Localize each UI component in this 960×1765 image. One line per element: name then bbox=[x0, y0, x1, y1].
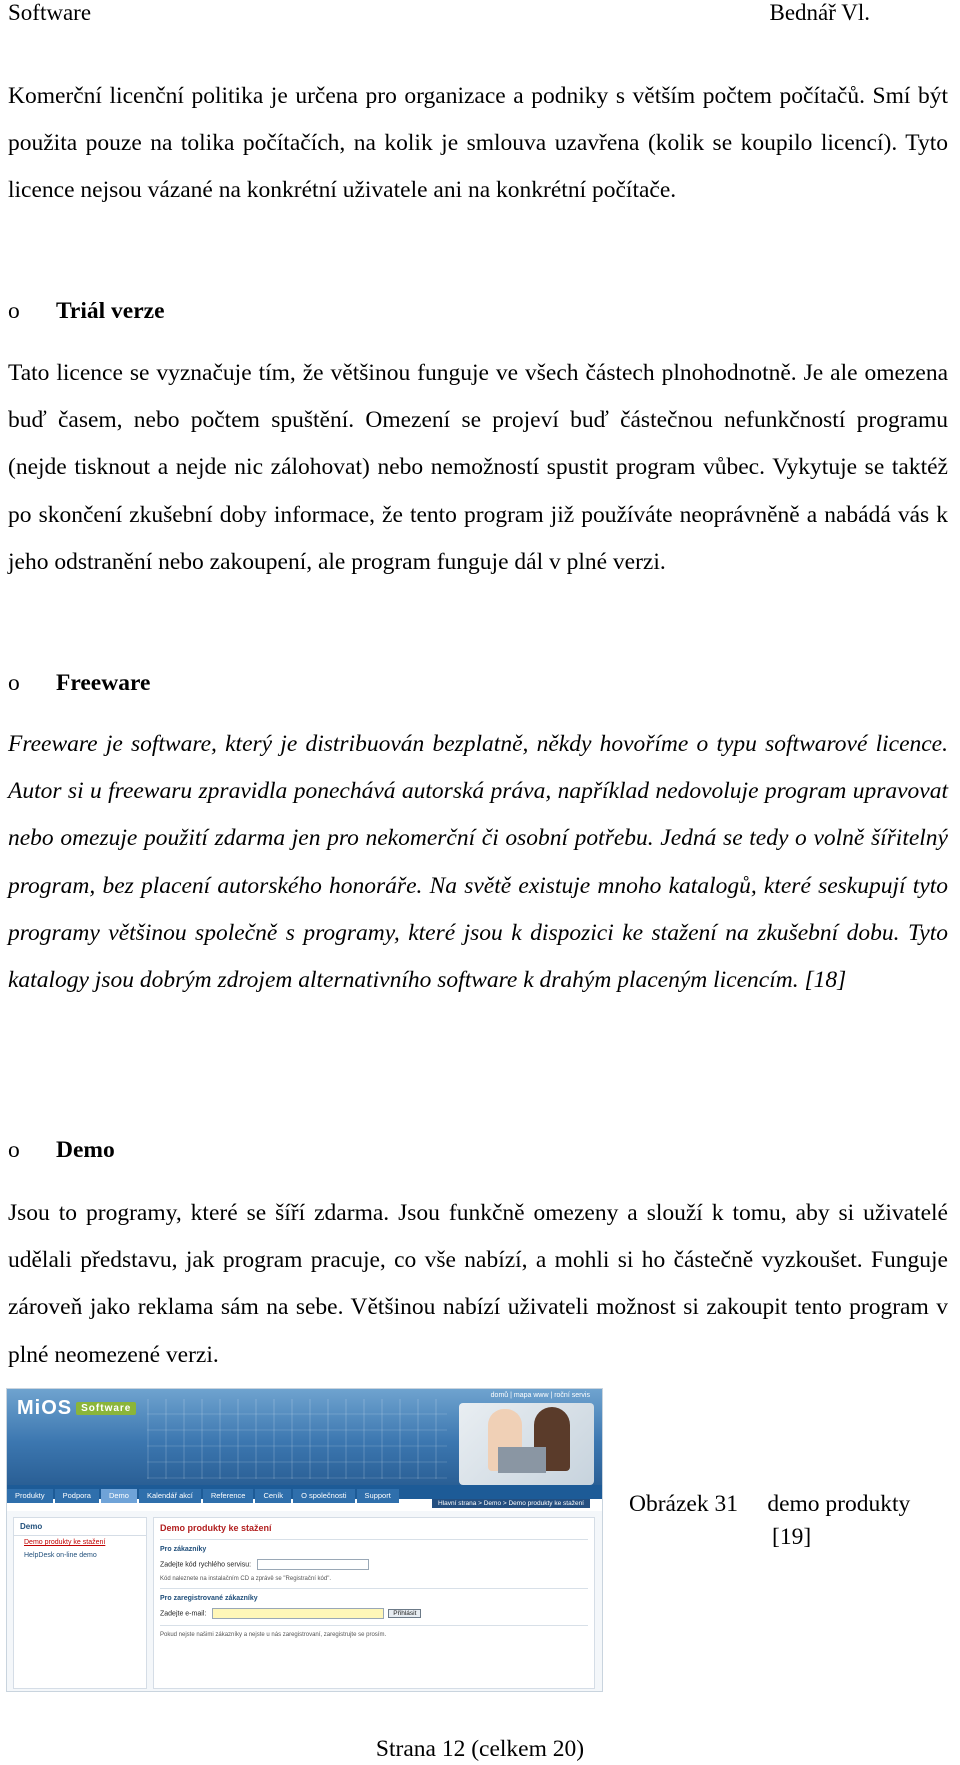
code-row bbox=[154, 1556, 594, 1573]
caption-line-1: Obrázek 31 demo produkty bbox=[629, 1491, 911, 1517]
site-main bbox=[153, 1517, 595, 1689]
email-row bbox=[154, 1605, 594, 1622]
caption-line-2: [19] bbox=[772, 1524, 812, 1550]
main-title: Demo produkty ke stažení bbox=[160, 1523, 272, 1533]
site-banner bbox=[7, 1389, 602, 1485]
section-trial bbox=[8, 296, 165, 326]
figure-caption bbox=[629, 1488, 959, 1554]
banner-pattern bbox=[147, 1399, 447, 1479]
site-nav bbox=[7, 1485, 602, 1499]
section-freeware bbox=[8, 668, 150, 698]
paragraph-trial: Tato licence se vyznačuje tím, že většinou funguje ve všech částech plnohodnotně. Je ale omezena buď časem, nebo počtem spuštění. Omezení se projeví buď částečnou nefunkčností programu (nejde tisknout a nejde nic zálohovat) nebo nemožností spustit program vůbec. Vykytuje se taktéž po skončení zkušební doby informace, že tento program již používáte neoprávněně a nabádá vás k jeho odstranění nebo zakoupení, ale program funguje dál v plné verzi. bbox=[8, 360, 948, 575]
email-label: Zadejte e-mail: bbox=[160, 1610, 207, 1618]
bullet: o bbox=[8, 298, 20, 324]
divider bbox=[160, 1625, 588, 1626]
code-label: Zadejte kód rychlého servisu: bbox=[160, 1561, 252, 1569]
nav-item-o-spolecnosti[interactable]: O společnosti bbox=[293, 1489, 354, 1503]
site-logo bbox=[17, 1397, 136, 1420]
nav-item-demo[interactable]: Demo bbox=[101, 1489, 137, 1503]
sidebar-title: Demo bbox=[14, 1518, 146, 1536]
login-button[interactable]: Přihlásit bbox=[388, 1609, 421, 1618]
section-title-freeware: Freeware bbox=[56, 670, 151, 696]
header-right: Bednář Vl. bbox=[769, 0, 870, 25]
figure-screenshot bbox=[6, 1388, 603, 1692]
code-input[interactable] bbox=[257, 1559, 369, 1570]
top-links[interactable]: domů | mapa www | roční servis bbox=[490, 1392, 590, 1399]
site-content bbox=[7, 1511, 602, 1691]
nav-item-produkty[interactable]: Produkty bbox=[7, 1489, 53, 1503]
sidebar-item-helpdesk[interactable]: HelpDesk on-line demo bbox=[24, 1552, 97, 1559]
section-registered: Pro zaregistrované zákazníky bbox=[160, 1595, 258, 1602]
bottom-note: Pokud nejste našimi zákazníky a nejste u nás zaregistrovaní, zaregistrujte se prosím. bbox=[160, 1632, 387, 1638]
nav-item-cenik[interactable]: Ceník bbox=[255, 1489, 291, 1503]
section-customers: Pro zákazníky bbox=[160, 1546, 207, 1553]
section-title-trial: Triál verze bbox=[56, 298, 165, 324]
laptop-icon bbox=[498, 1447, 546, 1473]
sidebar-item-demo-produkty[interactable]: Demo produkty ke stažení bbox=[24, 1539, 106, 1546]
code-note: Kód naleznete na instalačním CD a zprávě se "Registrační kód". bbox=[160, 1576, 332, 1582]
nav-item-podpora[interactable]: Podpora bbox=[55, 1489, 99, 1503]
logo-text: MiOS bbox=[17, 1397, 73, 1419]
logo-badge: Software bbox=[76, 1402, 136, 1415]
nav-item-support[interactable]: Support bbox=[357, 1489, 399, 1503]
bullet: o bbox=[8, 1137, 20, 1163]
divider bbox=[160, 1539, 588, 1540]
paragraph-freeware: Freeware je software, který je distribuován bezplatně, někdy hovoříme o typu softwarové licence. Autor si u freewaru zpravidla ponechává autorská práva, například nedovoluje program upravovat nebo omezuje použití zdarma jen pro nekomerční či osobní potřebu. Jedná se tedy o volně šířitelný program, bez placení autorského honoráře. Na světě existuje mnoho katalogů, které seskupují tyto programy většinou společně s programy, které jsou k dispozici ke stažení na zkušební dobu. Tyto katalogy jsou dobrým zdrojem alternativního software k drahým placeným licencím. [18] bbox=[8, 731, 948, 994]
bullet: o bbox=[8, 670, 20, 696]
section-demo bbox=[8, 1135, 115, 1165]
site-sidebar bbox=[13, 1517, 147, 1689]
nav-item-kalendar[interactable]: Kalendář akcí bbox=[139, 1489, 201, 1503]
email-input[interactable] bbox=[212, 1608, 384, 1619]
page-footer: Strana 12 (celkem 20) bbox=[375, 1736, 585, 1762]
paragraph-intro: Komerční licenční politika je určena pro organizace a podniky s větším počtem počítačů. Smí být použita pouze na tolika počítačích, na kolik je smlouva uzavřena (kolik se koupilo licencí). Tyto licence nejsou vázané na konkrétní uživatele ani na konkrétní počítače. bbox=[8, 83, 948, 204]
divider bbox=[160, 1588, 588, 1589]
header-left: Software bbox=[8, 0, 92, 25]
nav-item-reference[interactable]: Reference bbox=[203, 1489, 254, 1503]
paragraph-demo: Jsou to programy, které se šíří zdarma. Jsou funkčně omezeny a slouží k tomu, aby si uživatelé udělali představu, jak program pracuje, co vše nabízí, a mohli si ho částečně vyzkoušet. Funguje zároveň jako reklama sám na sebe. Většinou nabízí uživateli možnost si zakoupit tento program v plné neomezené verzi. bbox=[8, 1200, 948, 1368]
breadcrumb: Hlavní strana > Demo > Demo produkty ke stažení bbox=[432, 1499, 590, 1508]
section-title-demo: Demo bbox=[56, 1137, 115, 1163]
